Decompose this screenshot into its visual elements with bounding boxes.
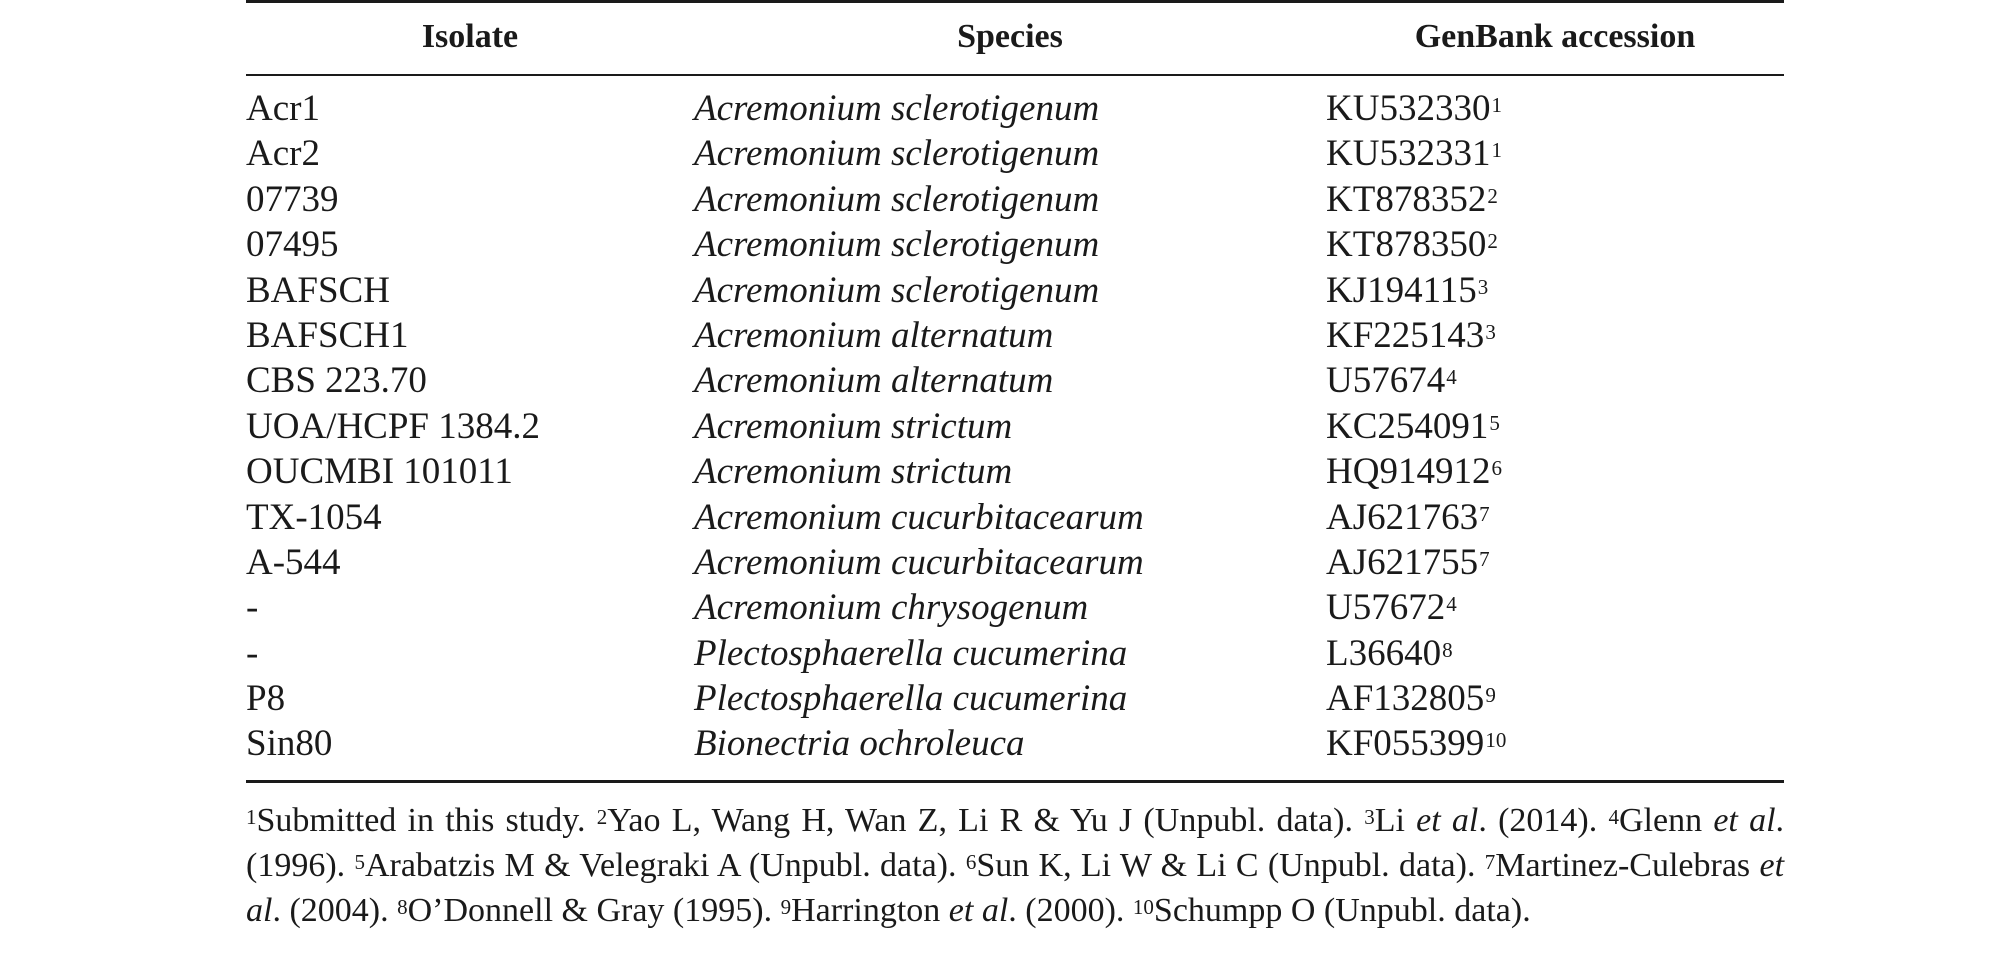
- cell-isolate: -: [246, 632, 259, 674]
- cell-species: Acremonium chrysogenum: [694, 587, 1089, 629]
- footnote-text-tail: . (2004).: [272, 892, 389, 929]
- cell-genbank-accession: [1326, 360, 1457, 402]
- cell-isolate: A-544: [246, 541, 341, 583]
- footnote-italic-text: et al: [1416, 802, 1479, 839]
- accession-number: KF225143: [1326, 314, 1485, 356]
- cell-isolate: 07495: [246, 224, 339, 266]
- cell-species: Bionectria ochroleuca: [694, 723, 1025, 765]
- reference-marker: 1: [1491, 138, 1502, 163]
- table-row: [246, 406, 1784, 451]
- cell-genbank-accession: [1326, 315, 1496, 357]
- accession-number: L36640: [1326, 632, 1442, 674]
- table-row: [246, 723, 1784, 768]
- table-row: [246, 587, 1784, 632]
- reference-marker: 1: [1491, 93, 1502, 117]
- footnote-text: Sun K, Li W & Li C (Unpubl. data).: [976, 847, 1476, 884]
- cell-isolate: P8: [246, 678, 286, 720]
- accession-number: KU532331: [1326, 133, 1491, 175]
- cell-species: Acremonium alternatum: [694, 314, 1054, 356]
- cell-genbank-accession: [1326, 88, 1502, 130]
- table-row: [246, 451, 1784, 496]
- accession-number: KJ194115: [1326, 269, 1477, 311]
- footnote-text: Yao L, Wang H, Wan Z, Li R & Yu J (Unpubl. data).: [607, 802, 1353, 839]
- cell-species: Acremonium sclerotigenum: [694, 88, 1100, 129]
- footnote: [597, 802, 1353, 839]
- footnote-text-tail: . (1996).: [246, 802, 1785, 884]
- footnote: [966, 847, 1476, 884]
- footnote-number: 8: [397, 895, 408, 919]
- footnote-number: 4: [1608, 805, 1619, 829]
- table-row: [246, 360, 1784, 405]
- cell-isolate: UOA/HCPF 1384.2: [246, 405, 540, 447]
- cell-species: Acremonium sclerotigenum: [694, 224, 1100, 266]
- table-row: [246, 542, 1784, 587]
- table-row: [246, 633, 1784, 678]
- cell-species: Plectosphaerella cucumerina: [694, 632, 1128, 674]
- cell-genbank-accession: [1326, 224, 1498, 266]
- cell-genbank-accession: [1326, 723, 1506, 765]
- reference-marker: 7: [1479, 501, 1490, 526]
- cell-isolate: BAFSCH1: [246, 314, 409, 356]
- table-row: [246, 133, 1784, 178]
- footnote-number: 3: [1364, 805, 1375, 829]
- cell-isolate: 07739: [246, 178, 339, 220]
- footnote-number: 2: [596, 805, 608, 829]
- cell-genbank-accession: [1326, 451, 1502, 493]
- footnote-text: Martinez-Culebras: [1495, 847, 1760, 884]
- accession-number: AJ621755: [1326, 541, 1479, 583]
- reference-marker: 7: [1479, 546, 1490, 571]
- footnote: [397, 892, 772, 929]
- reference-marker: 9: [1485, 683, 1496, 708]
- reference-marker: 10: [1485, 728, 1507, 753]
- footnote: [781, 892, 1125, 929]
- cell-genbank-accession: [1326, 270, 1488, 312]
- table-footnotes: [246, 798, 1784, 933]
- reference-marker: 2: [1487, 183, 1498, 208]
- reference-marker: 6: [1491, 456, 1502, 481]
- reference-marker: 3: [1477, 274, 1489, 299]
- reference-marker: 4: [1446, 592, 1457, 617]
- footnote-number: 5: [354, 850, 365, 874]
- cell-species: Acremonium sclerotigenum: [694, 133, 1100, 175]
- cell-genbank-accession: [1326, 678, 1496, 720]
- footnote: [246, 802, 586, 839]
- cell-species: Acremonium sclerotigenum: [694, 269, 1100, 311]
- accession-number: KT878350: [1326, 224, 1487, 266]
- footnote: [354, 847, 956, 884]
- footnote-italic-text: et al: [246, 847, 1785, 929]
- cell-isolate: Sin80: [246, 723, 333, 765]
- accession-number: HQ914912: [1326, 451, 1491, 493]
- cell-isolate: -: [246, 587, 259, 629]
- table-row: [246, 224, 1784, 269]
- footnote-number: 10: [1132, 895, 1154, 919]
- header-species: Species: [957, 18, 1063, 55]
- cell-species: Plectosphaerella cucumerina: [694, 678, 1128, 720]
- footnote-text: Schumpp O (Unpubl. data).: [1153, 892, 1531, 929]
- cell-genbank-accession: [1326, 633, 1453, 675]
- cell-species: Acremonium cucurbitacearum: [694, 496, 1144, 538]
- reference-marker: 8: [1442, 637, 1453, 662]
- header-genbank-accession: GenBank accession: [1414, 18, 1696, 55]
- cell-isolate: TX-1054: [246, 496, 382, 538]
- footnote-text: Arabatzis M & Velegraki A (Unpubl. data).: [364, 847, 957, 884]
- cell-species: Acremonium cucurbitacearum: [694, 541, 1144, 583]
- footnote: [1364, 802, 1597, 839]
- cell-isolate: OUCMBI 101011: [246, 451, 513, 493]
- cell-genbank-accession: [1326, 179, 1498, 221]
- footnote-text: O’Donnell & Gray (1995).: [407, 892, 773, 929]
- table-row: [246, 497, 1784, 542]
- table-header: [246, 0, 1784, 74]
- footnote-italic-text: et al: [948, 892, 1009, 929]
- footnote-text: Li: [1374, 802, 1417, 839]
- cell-genbank-accession: [1326, 542, 1490, 584]
- cell-genbank-accession: [1326, 406, 1500, 448]
- table-row: [246, 88, 1784, 133]
- table-header-rule: [246, 74, 1784, 76]
- footnote-italic-text: et al: [1713, 802, 1776, 839]
- table-row: [246, 270, 1784, 315]
- footnote-text-tail: . (2000).: [1008, 892, 1125, 929]
- cell-isolate: Acr1: [246, 88, 320, 129]
- accession-number: AJ621763: [1326, 496, 1479, 538]
- footnote-number: 6: [965, 850, 977, 874]
- cell-isolate: CBS 223.70: [246, 360, 427, 402]
- footnote-number: 9: [780, 895, 792, 919]
- cell-isolate: BAFSCH: [246, 269, 390, 311]
- cell-genbank-accession: [1326, 133, 1502, 175]
- table-row: [246, 315, 1784, 360]
- footnote: [1133, 892, 1531, 929]
- table-row: [246, 179, 1784, 224]
- table-row: [246, 678, 1784, 723]
- accession-number: KC254091: [1326, 405, 1489, 447]
- cell-genbank-accession: [1326, 497, 1490, 539]
- cell-species: Acremonium alternatum: [694, 360, 1054, 402]
- accession-number: U57674: [1326, 360, 1446, 402]
- accession-number: U57672: [1326, 587, 1446, 629]
- accession-number: KF055399: [1326, 723, 1485, 765]
- accession-number: KU532330: [1326, 88, 1491, 129]
- accession-number: AF132805: [1326, 678, 1485, 720]
- table-body: [246, 88, 1784, 769]
- reference-marker: 5: [1489, 410, 1500, 435]
- cell-species: Acremonium strictum: [694, 451, 1013, 493]
- cell-species: Acremonium strictum: [694, 405, 1013, 447]
- accession-number: KT878352: [1326, 178, 1487, 220]
- footnote-text: Harrington: [791, 892, 949, 929]
- header-isolate: Isolate: [421, 18, 519, 55]
- reference-marker: 3: [1485, 319, 1496, 344]
- cell-species: Acremonium sclerotigenum: [694, 178, 1100, 220]
- footnote-text: Submitted in this study.: [256, 802, 586, 839]
- reference-marker: 2: [1487, 229, 1498, 254]
- footnote-text-tail: . (2014).: [1478, 802, 1598, 839]
- cell-genbank-accession: [1326, 587, 1457, 629]
- footnote-number: 7: [1484, 850, 1496, 874]
- cell-isolate: Acr2: [246, 133, 320, 175]
- table-bottom-rule: [246, 780, 1784, 783]
- footnote-text: Glenn: [1618, 802, 1714, 839]
- reference-marker: 4: [1446, 365, 1457, 390]
- footnote-number: 1: [246, 805, 257, 829]
